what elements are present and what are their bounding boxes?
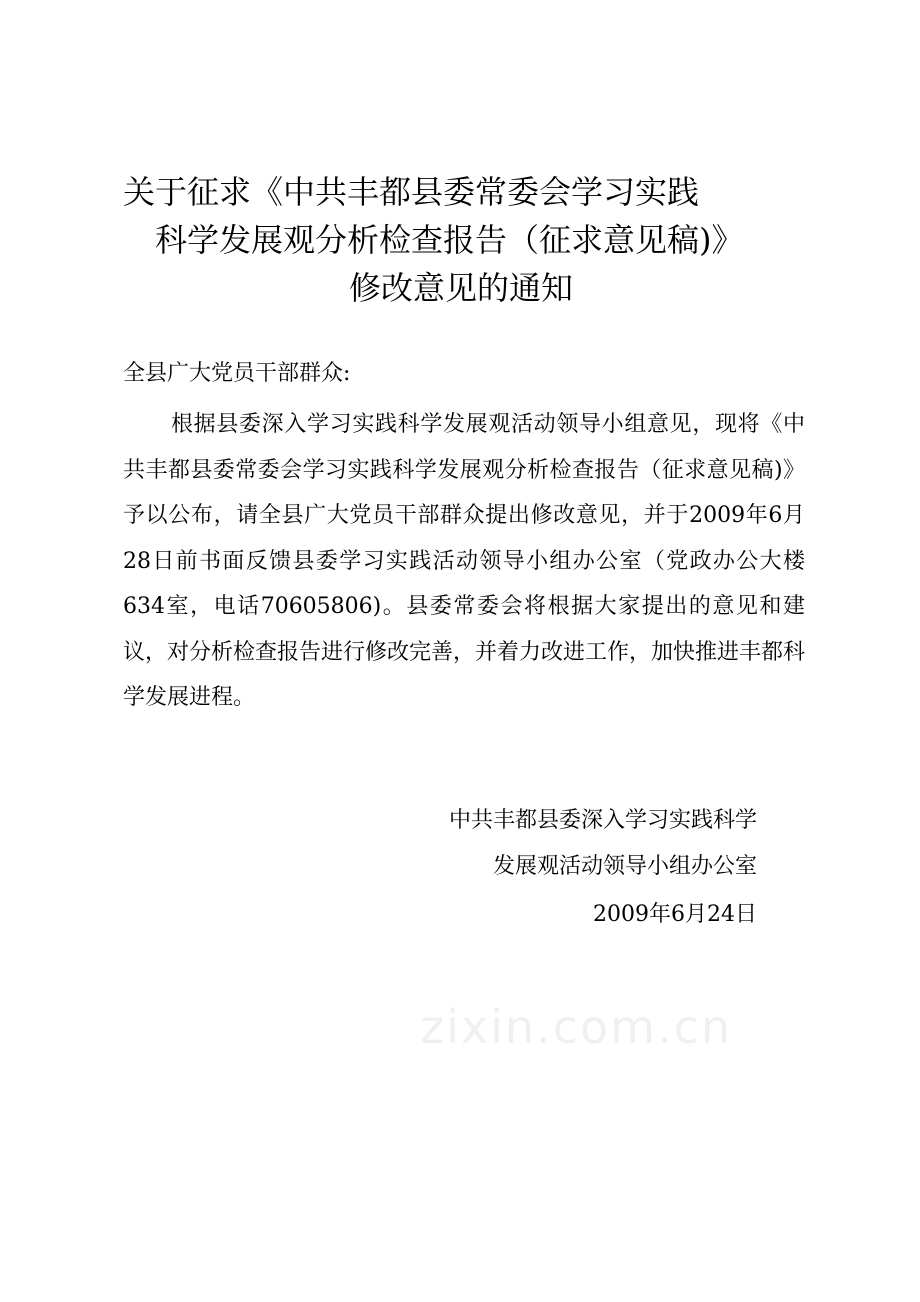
body-paragraph: 根据县委深入学习实践科学发展观活动领导小组意见，现将《中共丰都县委常委会学习实践科学发展观分析检查报告（征求意见稿)》予以公布，请全县广大党员干部群众提出修改意见，并于2009年6月28日前书面反馈县委学习实践活动领导小组办公室（党政办公大楼634室，电话70605806)。县委常委会将根据大家提出的意见和建议，对分析检查报告进行修改完善，并着力改进工作，加快推进丰都科学发展进程。 (123, 412, 806, 710)
watermark: zixin.com.cn (420, 1000, 733, 1054)
title-line-3: 修改意见的通知 (349, 269, 574, 307)
signature-organization-line-2: 发展观活动领导小组办公室 (492, 854, 757, 879)
signature-organization-line-1: 中共丰都县委深入学习实践科学 (448, 808, 757, 833)
title-line-1: 关于征求《中共丰都县委常委会学习实践 (123, 173, 700, 211)
salutation: 全县广大党员干部群众: (123, 361, 351, 386)
signature-date: 2009年6月24日 (593, 902, 757, 927)
title-line-2: 科学发展观分析检查报告（征求意见稿)》 (155, 221, 744, 259)
